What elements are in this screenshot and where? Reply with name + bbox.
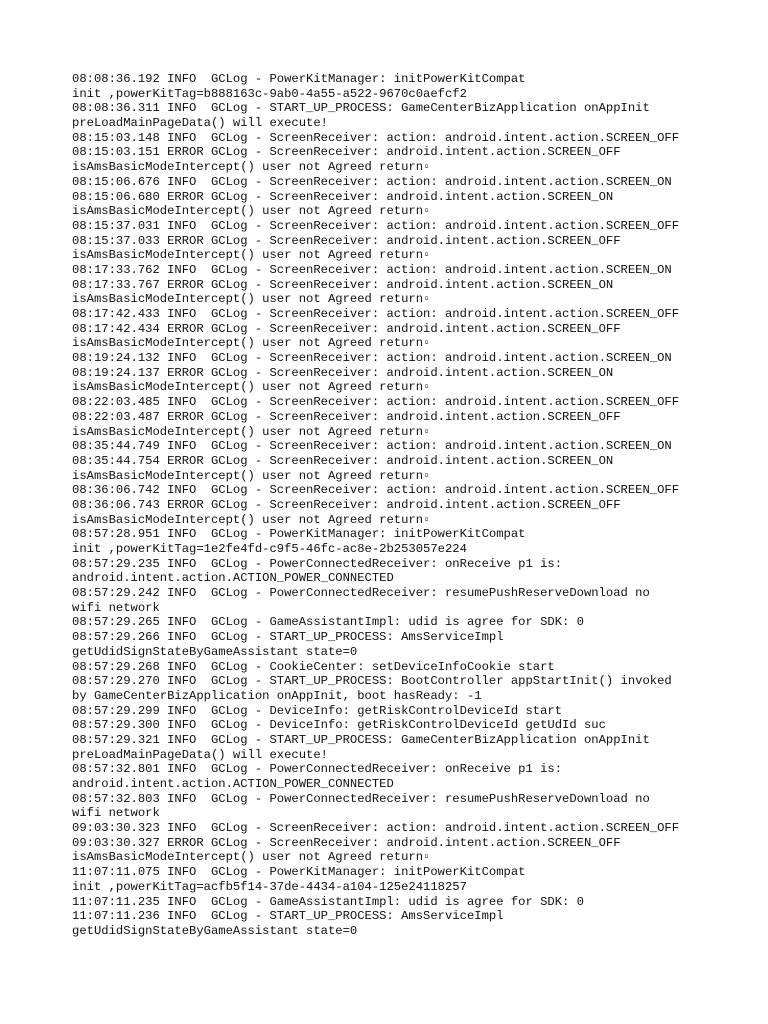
log-line: wifi network: [72, 600, 160, 615]
log-line: getUdidSignStateByGameAssistant state=0: [72, 644, 358, 659]
log-line: 08:35:44.749 INFO GCLog - ScreenReceiver: action: android.intent.action.SCREEN_ON: [72, 439, 672, 454]
log-line: 08:57:29.268 INFO GCLog - CookieCenter: setDeviceInfoCookie start: [72, 659, 555, 674]
log-line: isAmsBasicModeIntercept() user not Agreed return▫: [72, 336, 431, 351]
log-line: 08:57:28.951 INFO GCLog - PowerKitManager: initPowerKitCompat: [72, 527, 526, 542]
log-line: isAmsBasicModeIntercept() user not Agreed return▫: [72, 204, 431, 219]
log-line: isAmsBasicModeIntercept() user not Agreed return▫: [72, 380, 431, 395]
log-line: 08:22:03.487 ERROR GCLog - ScreenReceiver: android.intent.action.SCREEN_OFF: [72, 409, 621, 424]
log-line: 08:35:44.754 ERROR GCLog - ScreenReceiver: android.intent.action.SCREEN_ON: [72, 453, 614, 468]
log-line: 08:57:29.265 INFO GCLog - GameAssistantImpl: udid is agree for SDK: 0: [72, 615, 584, 630]
log-line: 08:57:29.321 INFO GCLog - START_UP_PROCESS: GameCenterBizApplication onAppInit: [72, 732, 650, 747]
log-line: init ,powerKitTag=b888163c-9ab0-4a55-a522-9670c0aefcf2: [72, 86, 467, 101]
log-line: 08:36:06.743 ERROR GCLog - ScreenReceiver: android.intent.action.SCREEN_OFF: [72, 497, 621, 512]
log-line: 11:07:11.236 INFO GCLog - START_UP_PROCESS: AmsServiceImpl: [72, 909, 504, 924]
log-text-block: [72, 72, 762, 939]
log-line: 08:08:36.192 INFO GCLog - PowerKitManager: initPowerKitCompat: [72, 72, 526, 86]
log-line: 08:57:29.242 INFO GCLog - PowerConnectedReceiver: resumePushReserveDownload no: [72, 586, 650, 601]
log-line: 08:15:06.676 INFO GCLog - ScreenReceiver: action: android.intent.action.SCREEN_ON: [72, 174, 672, 189]
log-line: 08:22:03.485 INFO GCLog - ScreenReceiver: action: android.intent.action.SCREEN_OFF: [72, 395, 680, 410]
log-line: 08:57:29.299 INFO GCLog - DeviceInfo: getRiskControlDeviceId start: [72, 703, 563, 718]
log-line: wifi network: [72, 806, 160, 821]
log-line: preLoadMainPageData() will execute!: [72, 116, 328, 131]
log-line: android.intent.action.ACTION_POWER_CONNECTED: [72, 777, 394, 791]
log-line: 11:07:11.075 INFO GCLog - PowerKitManager: initPowerKitCompat: [72, 865, 526, 880]
log-line: 08:19:24.137 ERROR GCLog - ScreenReceiver: android.intent.action.SCREEN_ON: [72, 365, 614, 380]
log-line: isAmsBasicModeIntercept() user not Agreed return▫: [72, 850, 431, 865]
log-line: isAmsBasicModeIntercept() user not Agreed return▫: [72, 160, 431, 175]
log-line: 08:15:03.148 INFO GCLog - ScreenReceiver: action: android.intent.action.SCREEN_OFF: [72, 130, 680, 145]
log-line: 08:57:29.266 INFO GCLog - START_UP_PROCESS: AmsServiceImpl: [72, 630, 504, 645]
log-line: android.intent.action.ACTION_POWER_CONNECTED: [72, 571, 394, 586]
log-line: 11:07:11.235 INFO GCLog - GameAssistantImpl: udid is agree for SDK: 0: [72, 894, 584, 909]
log-line: 09:03:30.323 INFO GCLog - ScreenReceiver: action: android.intent.action.SCREEN_OFF: [72, 821, 680, 836]
log-line: 08:57:32.801 INFO GCLog - PowerConnectedReceiver: onReceive p1 is:: [72, 762, 563, 777]
log-line: 08:57:29.235 INFO GCLog - PowerConnectedReceiver: onReceive p1 is:: [72, 556, 563, 571]
log-line: init ,powerKitTag=acfb5f14-37de-4434-a104-125e24118257: [72, 879, 467, 894]
log-line: 08:57:32.803 INFO GCLog - PowerConnectedReceiver: resumePushReserveDownload no: [72, 791, 650, 806]
log-line: isAmsBasicModeIntercept() user not Agreed return▫: [72, 248, 431, 263]
log-line: 08:15:06.680 ERROR GCLog - ScreenReceiver: android.intent.action.SCREEN_ON: [72, 189, 614, 204]
log-document: [72, 72, 762, 939]
log-line: 08:17:42.434 ERROR GCLog - ScreenReceiver: android.intent.action.SCREEN_OFF: [72, 321, 621, 336]
log-line: isAmsBasicModeIntercept() user not Agreed return▫: [72, 424, 431, 439]
log-line: init ,powerKitTag=1e2fe4fd-c9f5-46fc-ac8e-2b253057e224: [72, 542, 467, 556]
log-line: preLoadMainPageData() will execute!: [72, 747, 328, 762]
log-line: 08:36:06.742 INFO GCLog - ScreenReceiver: action: android.intent.action.SCREEN_OFF: [72, 483, 680, 498]
log-line: 08:15:37.033 ERROR GCLog - ScreenReceiver: android.intent.action.SCREEN_OFF: [72, 233, 621, 248]
log-line: 08:15:37.031 INFO GCLog - ScreenReceiver: action: android.intent.action.SCREEN_OFF: [72, 218, 680, 233]
log-line: 08:08:36.311 INFO GCLog - START_UP_PROCESS: GameCenterBizApplication onAppInit: [72, 101, 650, 116]
log-line: isAmsBasicModeIntercept() user not Agreed return▫: [72, 292, 431, 307]
log-line: 09:03:30.327 ERROR GCLog - ScreenReceiver: android.intent.action.SCREEN_OFF: [72, 835, 621, 850]
log-line: 08:17:33.762 INFO GCLog - ScreenReceiver: action: android.intent.action.SCREEN_ON: [72, 262, 672, 277]
log-line: isAmsBasicModeIntercept() user not Agreed return▫: [72, 512, 431, 527]
log-line: isAmsBasicModeIntercept() user not Agreed return▫: [72, 468, 431, 483]
log-line: by GameCenterBizApplication onAppInit, boot hasReady: -1: [72, 688, 482, 703]
log-line: 08:57:29.300 INFO GCLog - DeviceInfo: getRiskControlDeviceId getUdId suc: [72, 718, 606, 733]
log-line: getUdidSignStateByGameAssistant state=0: [72, 923, 358, 938]
log-line: 08:15:03.151 ERROR GCLog - ScreenReceiver: android.intent.action.SCREEN_OFF: [72, 145, 621, 160]
log-line: 08:17:42.433 INFO GCLog - ScreenReceiver: action: android.intent.action.SCREEN_OFF: [72, 307, 680, 321]
log-line: 08:57:29.270 INFO GCLog - START_UP_PROCESS: BootController appStartInit() invoked: [72, 674, 672, 689]
log-line: 08:19:24.132 INFO GCLog - ScreenReceiver: action: android.intent.action.SCREEN_ON: [72, 351, 672, 366]
log-line: 08:17:33.767 ERROR GCLog - ScreenReceiver: android.intent.action.SCREEN_ON: [72, 277, 614, 292]
